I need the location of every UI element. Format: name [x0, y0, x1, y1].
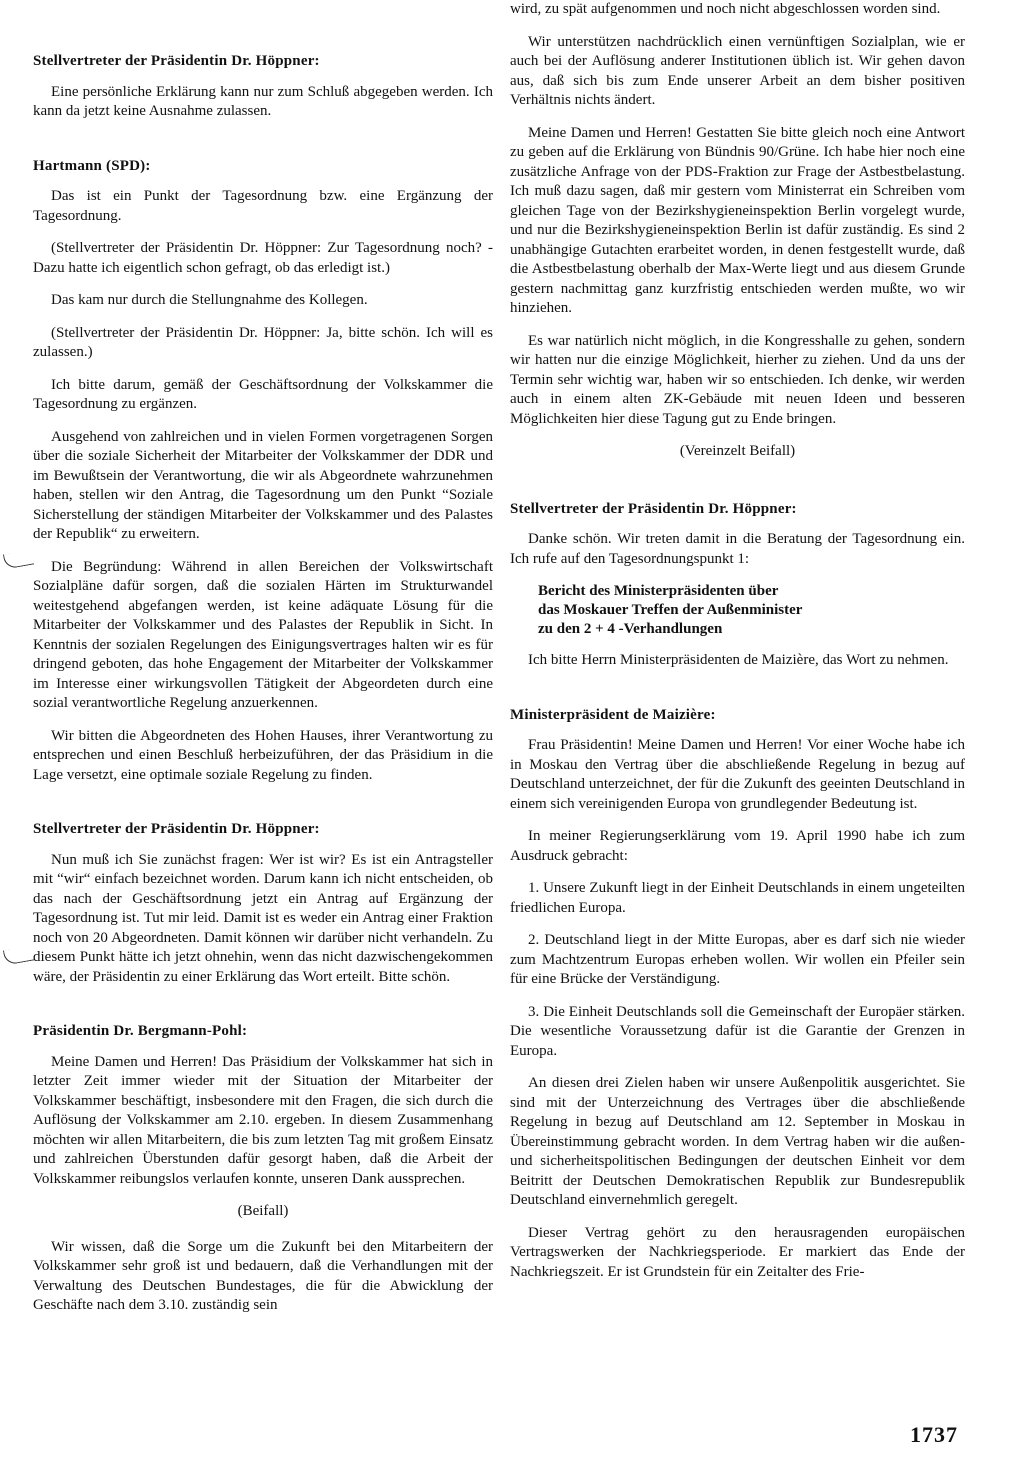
paragraph: Das kam nur durch die Stellungnahme des Kollegen. [51, 292, 368, 308]
left-column [33, 0, 493, 1329]
paragraph: (Stellvertreter der Präsidentin Dr. Höppner: Zur Tagesordnung noch? - Dazu hatte ich eigentlich schon gefragt, ob das erledigt ist.) [33, 240, 493, 276]
applause-note: (Beifall) [237, 1203, 289, 1219]
paragraph: 2. Deutschland liegt in der Mitte Europas, aber es darf sich nie wieder zum Machtzentrum Europas erheben wollen. Wir wollen ein Pfeiler sein für eine Brücke der Verständigung. [510, 932, 965, 987]
speaker-heading: Stellvertreter der Präsidentin Dr. Höppner: [33, 53, 320, 69]
paragraph: Das ist ein Punkt der Tagesordnung bzw. eine Ergänzung der Tagesordnung. [33, 188, 493, 224]
paragraph: 3. Die Einheit Deutschlands soll die Gemeinschaft der Europäer stärken. Die wesentliche Voraussetzung dafür ist die Garantie der Grenzen in Europa. [510, 1003, 965, 1059]
paragraph: Frau Präsidentin! Meine Damen und Herren! Vor einer Woche habe ich in Moskau den Vertrag über die abschließende Regelung in bezug auf Deutschland unterzeichnet, der für die Zukunft des geeinten Deutschland in einem sich vereinigenden Europa von grundlegender Bedeutung ist. [510, 737, 965, 812]
paragraph: Wir wissen, daß die Sorge um die Zukunft bei den Mitarbeitern der Volkskammer sehr groß ist und bedauern, daß die Verhandlungen mit der Verwaltung des Deutschen Bundestages, die für die Abwicklung der Geschäfte nach dem 3.10. zuständig sein [33, 1238, 493, 1313]
agenda-line: Bericht des Ministerpräsidenten über [538, 583, 779, 599]
right-column [510, 0, 965, 1295]
paragraph: Nun muß ich Sie zunächst fragen: Wer ist wir? Es ist ein Antragsteller mit “wir“ einfach bezeichnet worden. Darum kann ich nicht entscheiden, ob das nach der Geschäftsordnung jetzt ein Antrag auf Ergänzung der Tagesordnung ist. Tut mir leid. Damit ist es weder ein Antrag einer Fraktion noch von 20 Abgeordneten. Damit können wir darüber nicht verhandeln. Zu diesem Punkt hätte ich jetzt ohnehin, wenn das nicht dazwischengekommen wäre, der Präsidentin zu einer Erklärung das Wort erteilt. Bitte schön. [33, 851, 493, 985]
paragraph: Es war natürlich nicht möglich, in die Kongresshalle zu gehen, sondern wir hatten nur die einzige Möglichkeit, hierher zu ziehen. Und da uns der Termin sehr wichtig war, haben wir so entschieden. Ich denke, wir werden auch in einem alten ZK-Gebäude mit neuen Ideen und besseren Möglichkeiten hier diese Tagung gut zu Ende bringen. [510, 332, 965, 427]
paragraph: Wir bitten die Abgeordneten des Hohen Hauses, ihrer Verantwortung zu entsprechen und einen Beschluß herbeizuführen, der das Präsidium in die Lage versetzt, eine optimale soziale Regelung zu finden. [33, 727, 493, 783]
paragraph: Danke schön. Wir treten damit in die Beratung der Tagesordnung ein. Ich rufe auf den Tagesordnungspunkt 1: [510, 531, 965, 567]
paragraph: Meine Damen und Herren! Das Präsidium der Volkskammer hat sich in letzter Zeit immer wieder mit der Situation der Mitarbeiter der Volkskammer beschäftigt, insbesondere mit den Fragen, die sich durch die Auflösung der Volkskammer am 2.10. ergeben. In diesem Zusammenhang möchten wir allen Mitarbeitern, die bis zum letzten Tag mit großem Einsatz und zahlreichen Überstunden dafür gesorgt haben, daß die Arbeit der Volkskammer reibungslos verlaufen konnte, unseren Dank aussprechen. [33, 1053, 493, 1187]
applause-note: (Vereinzelt Beifall) [679, 443, 796, 459]
paragraph: Dieser Vertrag gehört zu den herausragenden europäischen Vertragswerken der Nachkriegsperiode. Er markiert das Ende der Nachkriegszeit. Er ist Grundstein für ein Zeitalter des Frie- [510, 1224, 965, 1280]
speaker-heading: Stellvertreter der Präsidentin Dr. Höppner: [33, 821, 320, 837]
paragraph: In meiner Regierungserklärung vom 19. April 1990 habe ich zum Ausdruck gebracht: [510, 828, 965, 864]
paragraph: Ich bitte darum, gemäß der Geschäftsordnung der Volkskammer die Tagesordnung zu ergänzen. [33, 376, 493, 412]
paragraph: Die Begründung: Während in allen Bereichen der Volkswirtschaft Sozialpläne dafür sorgen, daß die sozialen Härten im Strukturwandel weitestgehend abgefangen werden, ist keine adäquate Lösung für die Mitarbeiter der Volkskammer und des Palastes der Republik in Sicht. In Kenntnis der sozialen Regelungen des Einigungsvertrages halten wir es für dringend geboten, das hohe Engagement der Mitarbeiter der Volkskammer im Interesse einer wirkungsvollen Tätigkeit der Abgeordeten durch eine sozial verantwortliche Regelung anzuerkennen. [33, 558, 493, 711]
paragraph: Ich bitte Herrn Ministerpräsidenten de Maizière, das Wort zu nehmen. [528, 652, 949, 668]
agenda-line: zu den 2 + 4 -Verhandlungen [538, 621, 723, 637]
speaker-heading: Stellvertreter der Präsidentin Dr. Höppner: [510, 500, 797, 517]
margin-pencil-mark [3, 946, 34, 966]
page-number: 1737 [910, 1422, 958, 1447]
paragraph: Eine persönliche Erklärung kann nur zum Schluß abgegeben werden. Ich kann da jetzt keine Ausnahme zulassen. [33, 83, 493, 119]
margin-pencil-mark [3, 550, 34, 570]
paragraph: Meine Damen und Herren! Gestatten Sie bitte gleich noch eine Antwort zu geben auf die Erklärung von Bündnis 90/Grüne. Ich habe hier noch eine zusätzliche Anfrage von der PDS-Fraktion zur Frage der Astbestbelastung. Ich muß dazu sagen, daß mir gestern vom Ministerrat ein Schreiben vom gleichen Tage von der Bezirkshygieneinspektion Berlin vorgelegt wurde, und nur die Bezirkshygieneinspektion Berlin ist dafür zuständig. Es sind 2 unabhängige Gutachten erarbeitet worden, in denen festgestellt wurde, daß die Astbestbelastung oberhalb der Max-Werte liegt und aus diesem Grunde gestern nachmittag ganz kurzfristig entschieden werden mußte, wo wir hinziehen. [510, 124, 965, 316]
speaker-heading: Präsidentin Dr. Bergmann-Pohl: [33, 1023, 248, 1039]
paragraph: An diesen drei Zielen haben wir unsere Außenpolitik ausgerichtet. Sie sind mit der Unterzeichnung des Vertrages über die abschließende Regelung in bezug auf Deutschland am 12. September in Moskau in Übereinstimmung gebracht worden. In dem Vertrag haben wir die außen- und sicherheitspolitischen Bedingungen der deutschen Einheit vor dem Beitritt der Deutschen Demokratischen Republik zur Bundesrepublik Deutschland einvernehmlich geregelt. [510, 1075, 965, 1208]
speaker-heading: Hartmann (SPD): [33, 157, 151, 174]
agenda-line: das Moskauer Treffen der Außenminister [538, 602, 803, 618]
paragraph: 1. Unsere Zukunft liegt in der Einheit Deutschlands in einem ungeteilten friedlichen Europa. [510, 880, 965, 916]
paragraph: Wir unterstützen nachdrücklich einen vernünftigen Sozialplan, wie er auch bei der Auflösung anderer Institutionen üblich ist. Wir gehen davon aus, daß sich bis zum Ende unserer Arbeit an dem bisher positiven Verhältnis nichts ändert. [510, 33, 965, 108]
paragraph: (Stellvertreter der Präsidentin Dr. Höppner: Ja, bitte schön. Ich will es zulassen.) [33, 324, 493, 360]
paragraph-continued: wird, zu spät aufgenommen und noch nicht abgeschlossen worden sind. [510, 1, 941, 17]
agenda-item-title [538, 582, 965, 639]
speaker-heading: Ministerpräsident de Maizière: [510, 706, 716, 723]
paragraph: Ausgehend von zahlreichen und in vielen Formen vorgetragenen Sorgen über die soziale Sicherheit der Mitarbeiter der Volkskammer der DDR und im Bewußtsein der Verantwortung, die wir als Abgeordnete wahrzunehmen haben, stellen wir den Antrag, die Tagesordnung um den Punkt “Soziale Sicherstellung der ständigen Mitarbeiter der Volkskammer und des Palastes der Republik“ zu erweitern. [33, 428, 493, 542]
